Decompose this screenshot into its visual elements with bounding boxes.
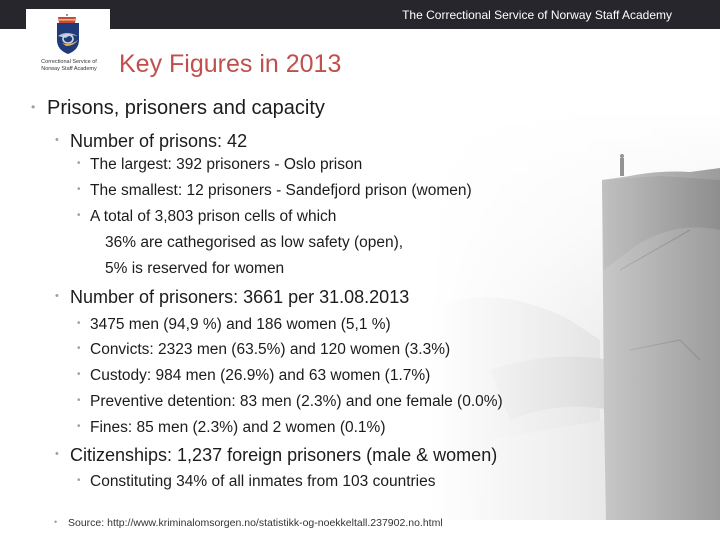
bullet-icon: • bbox=[77, 475, 81, 486]
list-item-continuation: 5% is reserved for women bbox=[105, 260, 285, 277]
bullet-icon: • bbox=[77, 318, 81, 329]
bullet-citizenships: • Citizenships: 1,237 foreign prisoners (male & women) bbox=[55, 445, 498, 465]
list-item: • Convicts: 2323 men (63.5%) and 120 women (3.3%) bbox=[77, 341, 451, 358]
bullet-number-of-prisoners: • Number of prisoners: 3661 per 31.08.2013 bbox=[55, 287, 410, 307]
bullet-icon: • bbox=[77, 343, 81, 354]
bullet-icon: • bbox=[31, 100, 36, 114]
bullet-icon: • bbox=[77, 184, 81, 195]
bullet-icon: • bbox=[77, 158, 81, 169]
bullet-icon: • bbox=[77, 369, 81, 380]
list-item: • Preventive detention: 83 men (2.3%) and one female (0.0%) bbox=[77, 393, 503, 410]
list-item: • 3475 men (94,9 %) and 186 women (5,1 %) bbox=[77, 316, 391, 333]
list-item: • The smallest: 12 prisoners - Sandefjord prison (women) bbox=[77, 182, 472, 199]
list-item: • A total of 3,803 prison cells of which bbox=[77, 208, 337, 225]
slide-title: Key Figures in 2013 bbox=[119, 50, 342, 78]
org-title: The Correctional Service of Norway Staff Academy bbox=[402, 8, 672, 22]
bullet-icon: • bbox=[77, 395, 81, 406]
source-note: • Source: http://www.kriminalomsorgen.no/statistikk-og-noekkeltall.237902.no.html bbox=[54, 517, 443, 529]
bullet-icon: • bbox=[55, 448, 59, 460]
logo-caption: Correctional Service of Norway Staff Academy bbox=[41, 59, 97, 72]
bullet-icon: • bbox=[77, 421, 81, 432]
list-item-continuation: 36% are cathegorised as low safety (open), bbox=[105, 234, 404, 251]
list-item: • Fines: 85 men (2.3%) and 2 women (0.1%) bbox=[77, 419, 386, 436]
bullet-icon: • bbox=[55, 290, 59, 302]
list-item: • The largest: 392 prisoners - Oslo prison bbox=[77, 156, 363, 173]
bullet-icon: • bbox=[54, 517, 58, 527]
list-item: • Constituting 34% of all inmates from 103 countries bbox=[77, 473, 436, 490]
bullet-icon: • bbox=[77, 210, 81, 221]
list-item: • Custody: 984 men (26.9%) and 63 women (1.7%) bbox=[77, 367, 431, 384]
bullet-prisons-heading: • Prisons, prisoners and capacity bbox=[31, 97, 325, 119]
bullet-number-of-prisons: • Number of prisons: 42 bbox=[55, 131, 248, 151]
bullet-icon: • bbox=[55, 134, 59, 146]
